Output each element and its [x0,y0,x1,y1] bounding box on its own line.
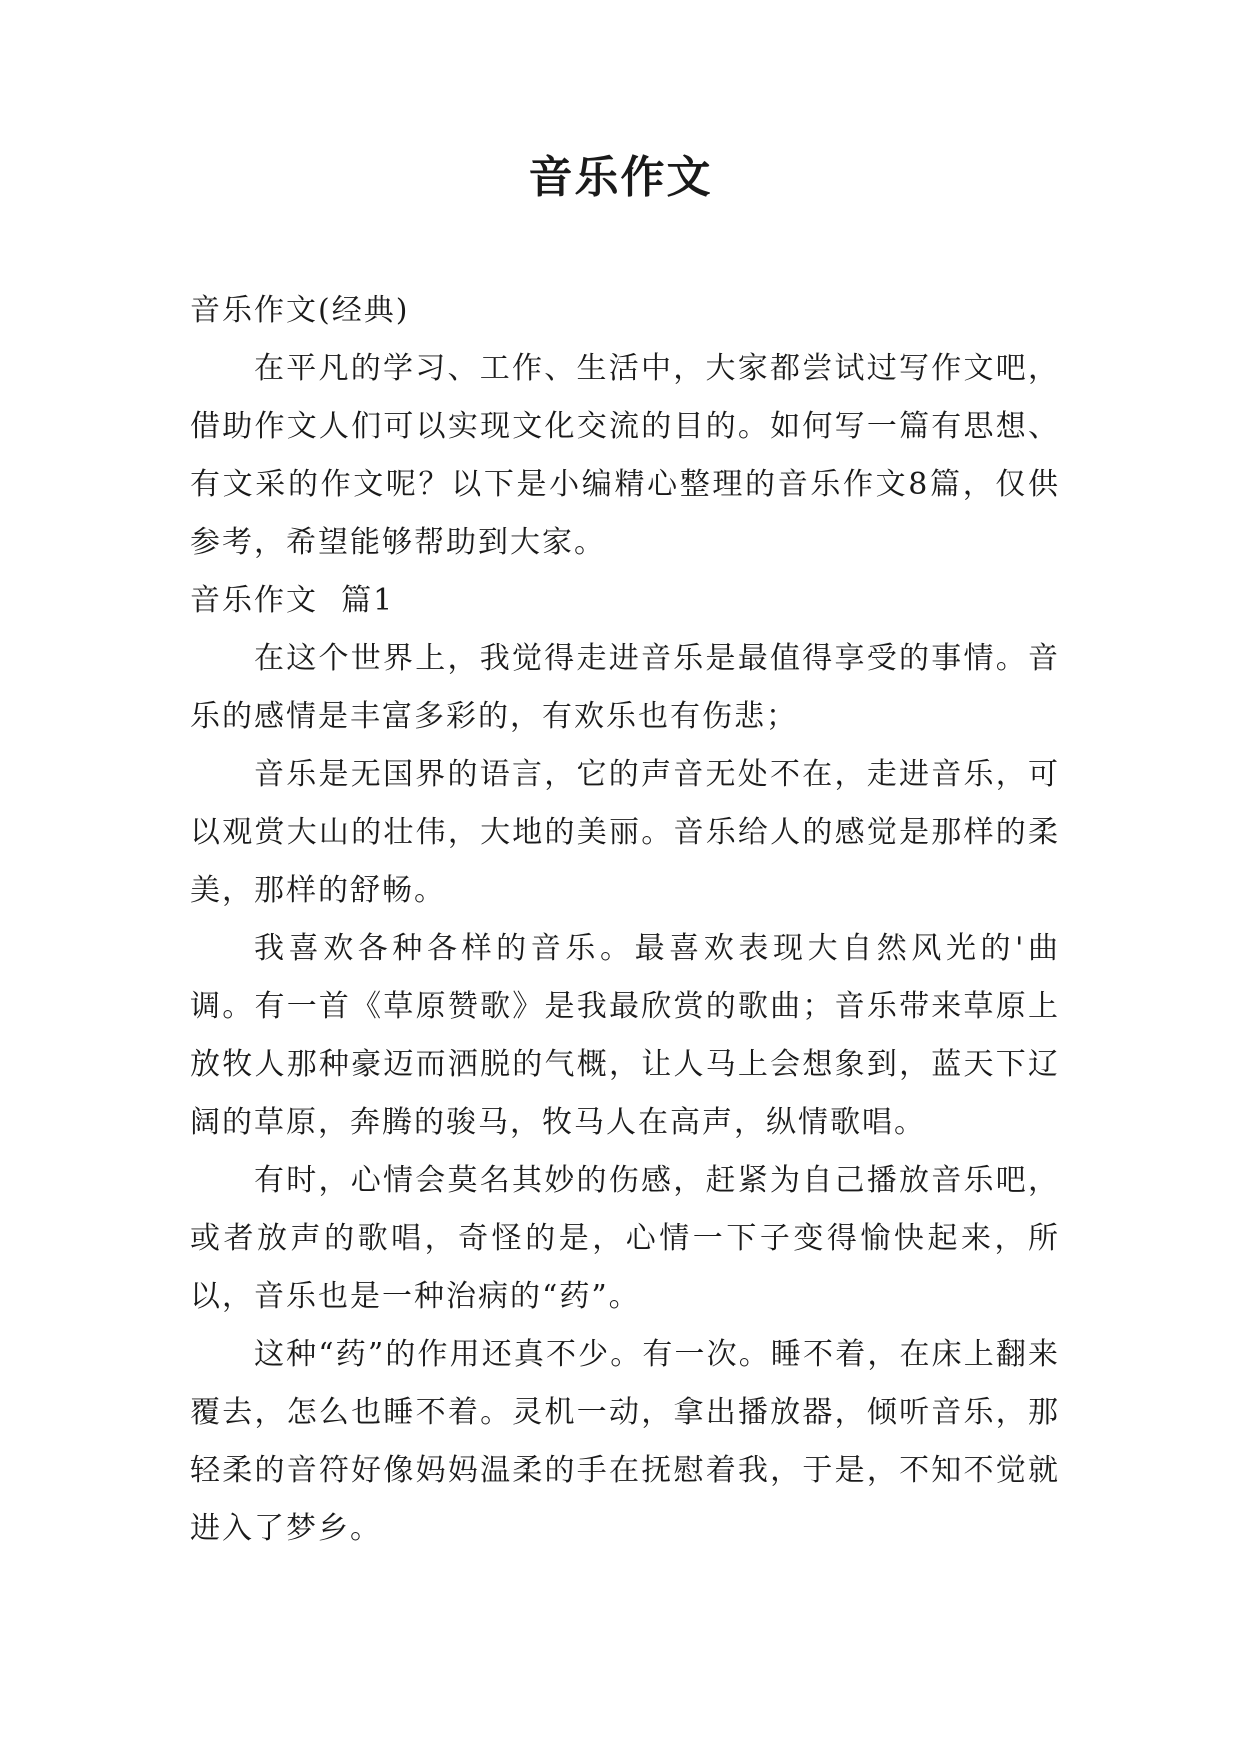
document-subtitle: 音乐作文(经典) [190,293,410,328]
body-paragraph: 在这个世界上，我觉得走进音乐是最值得享受的事情。音乐的感情是丰富多彩的，有欢乐也有伤悲； [190,641,1060,734]
body-paragraph: 这种“药”的作用还真不少。有一次。睡不着，在床上翻来覆去，怎么也睡不着。灵机一动，拿出播放器，倾听音乐，那轻柔的音符好像妈妈温柔的手在抚慰着我，于是，不知不觉就进入了梦乡。 [190,1337,1060,1546]
document-body [190,282,1060,1558]
section-heading: 音乐作文 篇1 [190,583,395,618]
intro-paragraph: 在平凡的学习、工作、生活中，大家都尝试过写作文吧，借助作文人们可以实现文化交流的目的。如何写一篇有思想、有文采的作文呢？以下是小编精心整理的音乐作文8篇，仅供参考，希望能够帮助到大家。 [190,351,1060,560]
body-paragraph: 音乐是无国界的语言，它的声音无处不在，走进音乐，可以观赏大山的壮伟，大地的美丽。音乐给人的感觉是那样的柔美，那样的舒畅。 [190,757,1060,908]
body-paragraph: 有时，心情会莫名其妙的伤感，赶紧为自己播放音乐吧，或者放声的歌唱，奇怪的是，心情一下子变得愉快起来，所以，音乐也是一种治病的“药”。 [190,1163,1060,1314]
body-paragraph: 我喜欢各种各样的音乐。最喜欢表现大自然风光的'曲调。有一首《草原赞歌》是我最欣赏的歌曲；音乐带来草原上放牧人那种豪迈而洒脱的气概，让人马上会想象到，蓝天下辽阔的草原，奔腾的骏马，牧马人在高声，纵情歌唱。 [190,931,1060,1140]
document-title: 音乐作文 [528,152,713,203]
